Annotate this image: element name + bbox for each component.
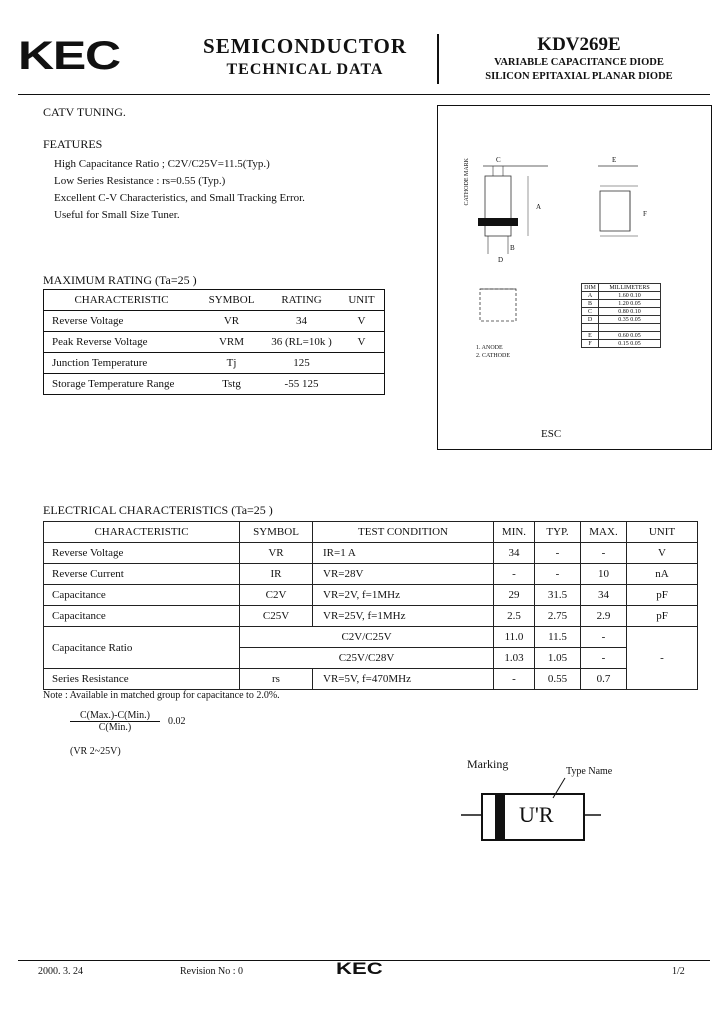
table-row	[582, 324, 661, 332]
table-row	[44, 353, 385, 374]
dim-label-f: F	[643, 210, 647, 218]
table-row	[44, 374, 385, 395]
cell: Series Resistance	[44, 669, 240, 690]
table-row	[44, 606, 698, 627]
cell: rs	[240, 669, 313, 690]
cell: A	[582, 292, 599, 300]
cell: 0.7	[581, 669, 627, 690]
marking-code: U'R	[519, 802, 554, 827]
col-header: SYMBOL	[240, 522, 313, 543]
device-desc-2: SILICON EPITAXIAL PLANAR DIODE	[485, 71, 673, 82]
footer-logo: KEC	[336, 959, 383, 978]
cell: Junction Temperature	[52, 357, 148, 369]
cell: 125	[293, 357, 310, 369]
cell: -	[535, 564, 581, 585]
footer-revision: Revision No : 0	[180, 966, 244, 977]
cell: C25V	[240, 606, 313, 627]
cell: C2V	[240, 585, 313, 606]
pin-1-label: 1. ANODE	[476, 345, 503, 351]
header-divider	[437, 34, 439, 84]
feature-item: Useful for Small Size Tuner.	[54, 209, 180, 221]
col-header: SYMBOL	[208, 294, 255, 306]
cell: VRM	[218, 336, 245, 348]
cell: 36 (RL=10k )	[271, 336, 332, 348]
cell: 2.9	[581, 606, 627, 627]
cell: Tj	[226, 357, 237, 369]
cathode-mark-label: CATHODE MARK	[464, 158, 470, 206]
table-row	[44, 564, 698, 585]
formula-value: 0.02	[168, 716, 186, 727]
formula-condition: (VR 2~25V)	[70, 746, 121, 757]
package-outline-svg	[438, 106, 711, 449]
table-row	[44, 332, 385, 353]
cell: V	[357, 315, 366, 327]
col-header: CHARACTERISTIC	[44, 522, 240, 543]
table-row	[582, 300, 661, 308]
cell: C2V/C25V	[240, 627, 494, 648]
col-header: UNIT	[627, 522, 698, 543]
col-header: DIM	[582, 284, 599, 292]
dim-label-d: D	[498, 256, 504, 264]
cell: 2.5	[494, 606, 535, 627]
feature-item: Excellent C-V Characteristics, and Small Tracking Error.	[54, 192, 305, 204]
pin-labels	[476, 344, 510, 360]
cell: 1.03	[494, 648, 535, 669]
cell: Capacitance	[44, 585, 240, 606]
cathode-band	[495, 795, 505, 839]
col-header: CHARACTERISTIC	[74, 294, 169, 306]
note-text: Note : Available in matched group for capacitance to 2.0%.	[43, 690, 280, 701]
dim-label-c: C	[496, 156, 501, 164]
cell: -	[581, 648, 627, 669]
col-header: UNIT	[348, 294, 375, 306]
cell: 0.80 0.10	[599, 308, 661, 316]
max-rating-table	[43, 289, 385, 395]
cell: Tstg	[222, 378, 241, 390]
table-row	[582, 332, 661, 340]
col-header: RATING	[281, 294, 322, 306]
table-row	[44, 585, 698, 606]
cell: pF	[627, 606, 698, 627]
cell: nA	[627, 564, 698, 585]
elec-title: ELECTRICAL CHARACTERISTICS (Ta=25 )	[43, 503, 273, 517]
cell: -	[627, 627, 698, 690]
header-rule	[18, 94, 710, 95]
table-header-row	[44, 290, 385, 311]
cell: Storage Temperature Range	[52, 378, 175, 390]
cell: Reverse Voltage	[52, 315, 124, 327]
cell: VR	[223, 315, 240, 327]
cell: 29	[494, 585, 535, 606]
cell: V	[627, 543, 698, 564]
cell: -	[494, 669, 535, 690]
note-formula	[70, 710, 160, 733]
col-header: TYP.	[535, 522, 581, 543]
cell: pF	[627, 585, 698, 606]
cell: 0.35 0.05	[599, 316, 661, 324]
col-header: MAX.	[581, 522, 627, 543]
features-list	[54, 156, 305, 224]
cell: VR=2V, f=1MHz	[313, 585, 494, 606]
cell: 2.75	[535, 606, 581, 627]
cell: VR	[240, 543, 313, 564]
table-header-row	[44, 522, 698, 543]
cell: F	[582, 340, 599, 348]
table-row	[44, 543, 698, 564]
table-row	[582, 308, 661, 316]
type-name-label: Type Name	[566, 766, 613, 777]
elec-char-table	[43, 521, 698, 690]
marking-title: Marking	[467, 757, 509, 771]
cell: 10	[581, 564, 627, 585]
cell: 1.60 0.10	[599, 292, 661, 300]
package-name: ESC	[541, 428, 562, 440]
cell: C	[582, 308, 599, 316]
table-row	[44, 627, 698, 648]
cell: 1.05	[535, 648, 581, 669]
dim-label-b: B	[510, 244, 515, 252]
cell: Reverse Current	[44, 564, 240, 585]
dim-label-a: A	[536, 203, 542, 211]
feature-item: Low Series Resistance : rs=0.55 (Typ.)	[54, 175, 226, 187]
dim-label-e: E	[612, 156, 617, 164]
cell	[339, 353, 385, 374]
cell: C25V/C28V	[240, 648, 494, 669]
formula-numerator: C(Max.)-C(Min.)	[70, 710, 160, 722]
footer-page: 1/2	[672, 966, 685, 977]
cell: 1.20 0.05	[599, 300, 661, 308]
cell: VR=5V, f=470MHz	[313, 669, 494, 690]
dimension-table	[581, 283, 661, 348]
cell: 0.15 0.05	[599, 340, 661, 348]
cell	[582, 324, 599, 332]
cell: Peak Reverse Voltage	[52, 336, 148, 348]
cell: IR=1 A	[313, 543, 494, 564]
table-row	[44, 311, 385, 332]
device-desc-1: VARIABLE CAPACITANCE DIODE	[494, 57, 664, 68]
table-row	[582, 316, 661, 324]
col-header: MIN.	[494, 522, 535, 543]
header-subtitle: TECHNICAL DATA	[226, 61, 384, 78]
cell: 0.55	[535, 669, 581, 690]
footer-date: 2000. 3. 24	[38, 966, 83, 977]
marking-package	[481, 793, 585, 841]
table-row	[44, 669, 698, 690]
formula-denominator: C(Min.)	[98, 722, 132, 733]
features-title: FEATURES	[43, 137, 103, 151]
feature-item: High Capacitance Ratio ; C2V/C25V=11.5(Typ.)	[54, 158, 270, 170]
cell: B	[582, 300, 599, 308]
cell: 34	[581, 585, 627, 606]
cell: 11.5	[535, 627, 581, 648]
cell: -	[535, 543, 581, 564]
col-header: MILLIMETERS	[599, 284, 661, 292]
cell: -55 125	[284, 378, 319, 390]
col-header: TEST CONDITION	[313, 522, 494, 543]
cell: 31.5	[535, 585, 581, 606]
max-rating-title: MAXIMUM RATING (Ta=25 )	[43, 273, 197, 287]
cell: 34	[296, 315, 307, 327]
cell: -	[494, 564, 535, 585]
header-right	[448, 34, 710, 84]
cell: E	[582, 332, 599, 340]
table-header-row	[582, 284, 661, 292]
cell: -	[581, 627, 627, 648]
table-row	[582, 340, 661, 348]
cell	[599, 324, 661, 332]
cell: IR	[240, 564, 313, 585]
kec-logo: KEC	[18, 34, 120, 78]
package-drawing	[437, 105, 712, 450]
pin-2-label: 2. CATHODE	[476, 353, 510, 359]
cell: VR=25V, f=1MHz	[313, 606, 494, 627]
cell: -	[581, 543, 627, 564]
cell: 34	[494, 543, 535, 564]
cell	[339, 374, 385, 395]
cell: 0.60 0.05	[599, 332, 661, 340]
table-row	[582, 292, 661, 300]
cell: Reverse Voltage	[44, 543, 240, 564]
header-title: SEMICONDUCTOR	[203, 34, 407, 58]
part-number: KDV269E	[537, 34, 621, 55]
application-text: CATV TUNING.	[43, 105, 126, 119]
cell: VR=28V	[313, 564, 494, 585]
cell: Capacitance Ratio	[44, 627, 240, 669]
cell: Capacitance	[44, 606, 240, 627]
header-center	[180, 34, 430, 79]
cell: 11.0	[494, 627, 535, 648]
cell: D	[582, 316, 599, 324]
cell: V	[357, 336, 366, 348]
